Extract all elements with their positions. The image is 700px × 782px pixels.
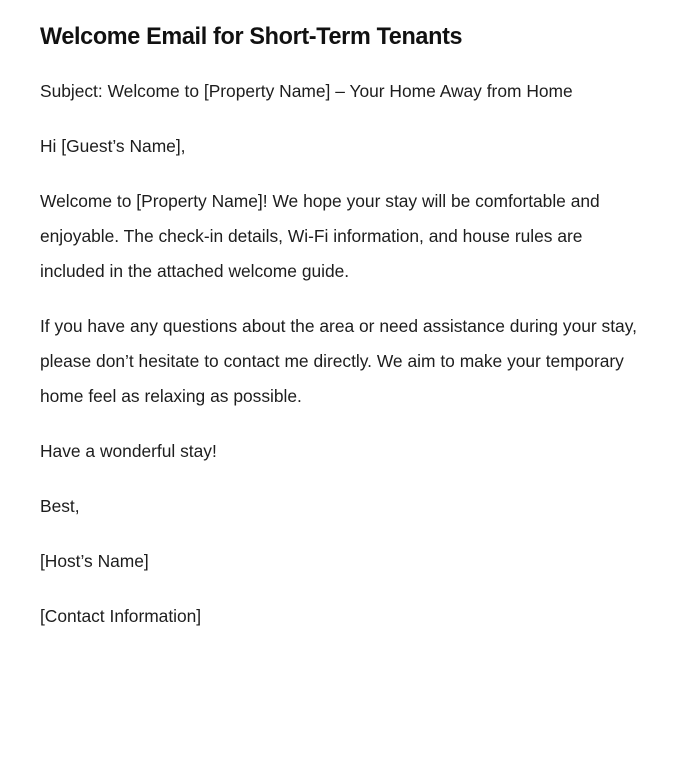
paragraph-signoff: Best, <box>40 495 80 516</box>
paragraph-greeting: Hi [Guest’s Name], <box>40 135 186 156</box>
paragraph-host-name: [Host’s Name] <box>40 550 149 571</box>
paragraph-closing-wish: Have a wonderful stay! <box>40 440 217 461</box>
paragraph-contact-information: [Contact Information] <box>40 605 202 626</box>
paragraph-assistance-body: If you have any questions about the area or need assistance during your stay, please don’t hesitate to contact me directly. We aim to make your temporary home feel as relaxing as possible. <box>40 315 637 406</box>
paragraph-subject-line: Subject: Welcome to [Property Name] – Your Home Away from Home <box>40 80 573 101</box>
paragraph-welcome-body: Welcome to [Property Name]! We hope your stay will be comfortable and enjoyable. The check-in details, Wi-Fi information, and house rules are included in the attached welcome guide. <box>40 190 600 281</box>
document-body <box>40 74 640 634</box>
page-title: Welcome Email for Short-Term Tenants <box>40 23 463 50</box>
